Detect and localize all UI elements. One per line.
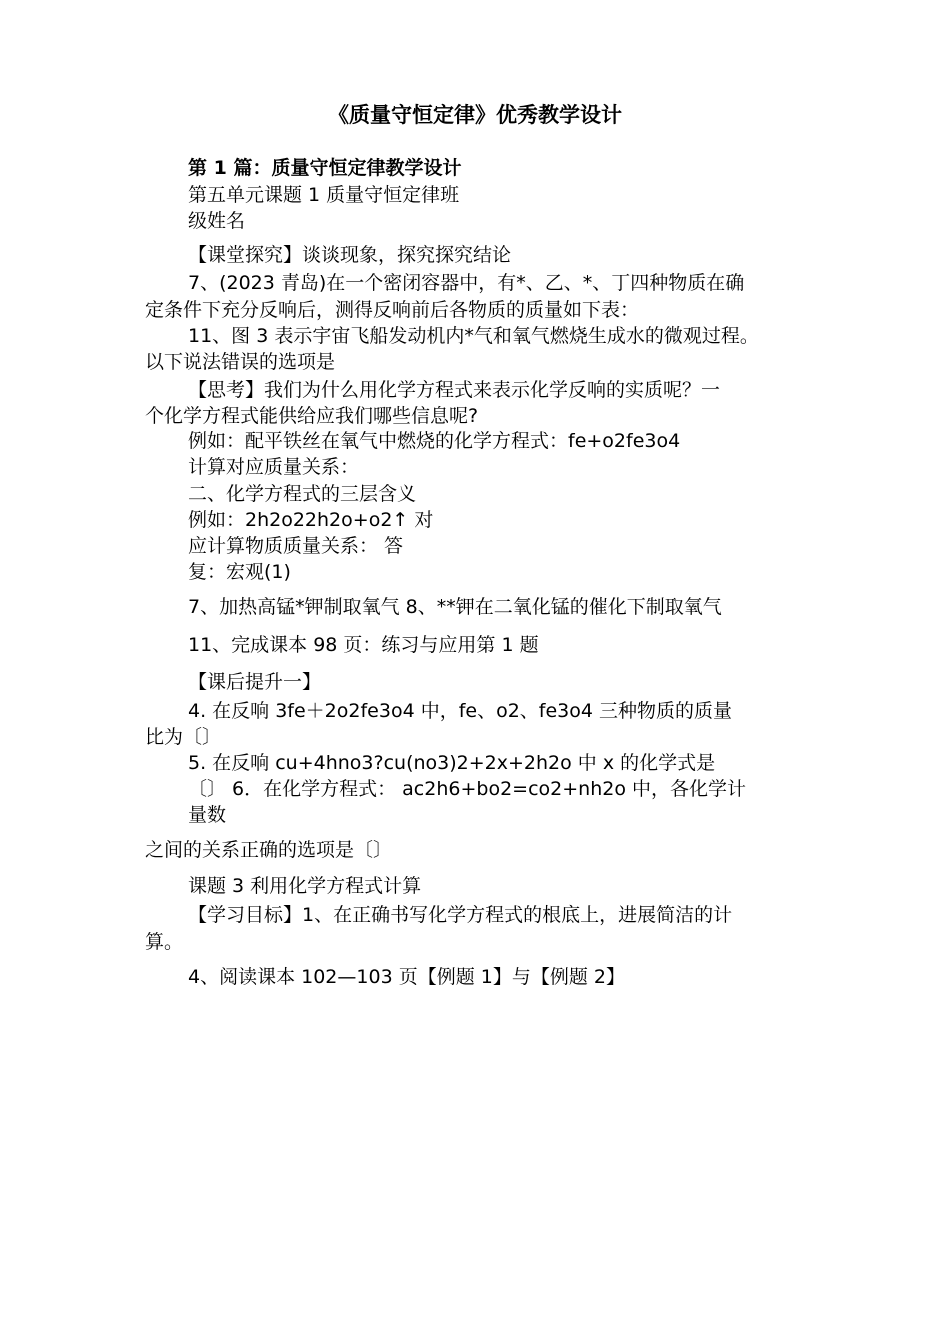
- text-line: 个化学方程式能供给应我们哪些信息呢?: [145, 405, 479, 427]
- text-line: 比为〔〕: [145, 726, 222, 748]
- text-line: 定条件下充分反响后，测得反响前后各物质的质量如下表：: [145, 299, 640, 321]
- text-line: 4、阅读课本 102—103 页【例题 1】与【例题 2】: [188, 966, 625, 988]
- text-line: 〔〕 6．在化学方程式： ac2h6+bo2=co2+nh2o 中，各化学计: [188, 778, 747, 800]
- text-line: 第五单元课题 1 质量守恒定律班: [188, 184, 460, 206]
- text-line: 【思考】我们为什么用化学方程式来表示化学反响的实质呢？一: [188, 379, 721, 401]
- text-line: 之间的关系正确的选项是〔〕: [145, 839, 393, 861]
- text-line: 级姓名: [188, 210, 246, 232]
- document-title: 《质量守恒定律》优秀教学设计: [328, 103, 622, 127]
- text-line: 5. 在反响 cu+4hno3?cu(no3)2+2x+2h2o 中 x 的化学式是: [188, 752, 716, 774]
- text-line: 11、图 3 表示宇宙飞船发动机内*气和氧气燃烧生成水的微观过程。: [188, 325, 759, 347]
- text-line: 7、(2023 青岛)在一个密闭容器中，有*、乙、*、丁四种物质在确: [188, 272, 745, 294]
- text-line: 以下说法错误的选项是: [145, 351, 336, 373]
- text-line: 11、完成课本 98 页：练习与应用第 1 题: [188, 634, 539, 656]
- section-heading: 第 1 篇：质量守恒定律教学设计: [188, 157, 462, 179]
- text-line: 【学习目标】1、在正确书写化学方程式的根底上，进展简洁的计: [188, 904, 733, 926]
- text-line: 【课堂探究】谈谈现象，探究探究结论: [188, 244, 512, 266]
- text-line: 计算对应质量关系：: [188, 456, 360, 478]
- text-line: 二、化学方程式的三层含义: [188, 483, 417, 505]
- text-line: 算。: [145, 931, 184, 953]
- text-line: 例如：2h2o22h2o+o2↑ 对: [188, 509, 434, 531]
- text-line: 量数: [188, 804, 227, 826]
- text-line: 应计算物质质量关系： 答: [188, 535, 404, 557]
- text-line: 【课后提升一】: [188, 671, 322, 693]
- text-line: 7、加热高锰*钾制取氧气 8、**钾在二氧化锰的催化下制取氧气: [188, 596, 722, 618]
- text-line: 复：宏观(1): [188, 561, 291, 583]
- text-line: 课题 3 利用化学方程式计算: [188, 875, 422, 897]
- text-line: 4. 在反响 3fe＋2o2fe3o4 中，fe、o2、fe3o4 三种物质的质量: [188, 700, 733, 722]
- text-line: 例如：配平铁丝在氧气中燃烧的化学方程式：fe+o2fe3o4: [188, 430, 681, 452]
